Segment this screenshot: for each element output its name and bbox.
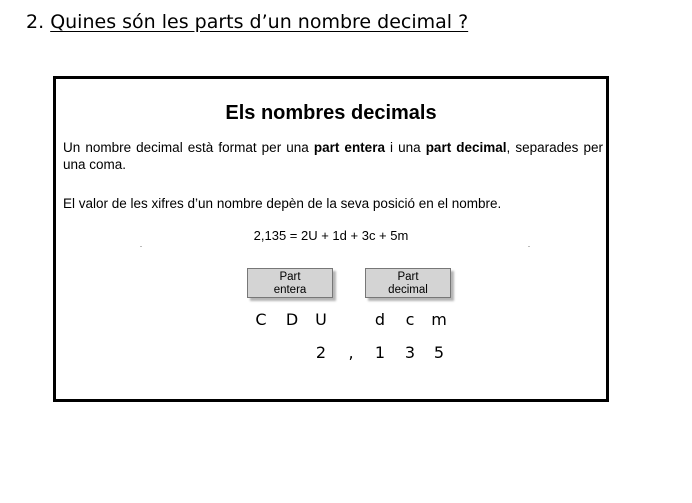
card-title: Els nombres decimals	[225, 102, 437, 124]
place-header-unitats: U	[315, 310, 327, 329]
decomposition-formula: 2,135 = 2U + 1d + 3c + 5m	[253, 228, 409, 243]
definition-bold-entera: part entera	[313, 140, 385, 155]
definition-text-1: Un nombre decimal està format per una	[63, 140, 314, 155]
place-header-decimes: d	[374, 310, 386, 329]
decimal-part-tag	[365, 268, 451, 298]
question-text: Quines són les parts d’un nombre decimal ?	[50, 11, 469, 33]
digit-units: 2	[315, 343, 327, 362]
decimal-comma: ,	[348, 343, 354, 362]
definition-text-2: i una	[384, 140, 426, 155]
decimal-part-tag-line2: decimal	[388, 283, 428, 296]
place-header-desenes: D	[285, 310, 299, 329]
place-header-centesimes: c	[405, 310, 415, 329]
definition-paragraph	[63, 139, 603, 173]
decimal-part-tag-line1: Part	[397, 271, 419, 283]
scan-speck	[528, 246, 530, 247]
scan-speck	[140, 246, 142, 247]
value-paragraph: El valor de les xifres d’un nombre depèn de la seva posició en el nombre.	[63, 196, 502, 211]
definition-bold-decimal: part decimal	[425, 140, 507, 155]
digit-hundredths: 3	[404, 343, 416, 362]
question-heading	[26, 11, 468, 33]
digit-thousandths: 5	[433, 343, 445, 362]
integer-part-tag	[247, 268, 333, 298]
integer-part-tag-line2: entera	[273, 283, 307, 296]
definition-text-3: , separades per una coma.	[63, 140, 603, 172]
integer-part-tag-line1: Part	[279, 271, 301, 283]
decimal-numbers-card	[53, 76, 609, 402]
digit-tenths: 1	[374, 343, 386, 362]
place-header-mil-lesimes: m	[431, 310, 447, 329]
question-number: 2.	[26, 11, 45, 33]
place-header-centenes: C	[255, 310, 267, 329]
